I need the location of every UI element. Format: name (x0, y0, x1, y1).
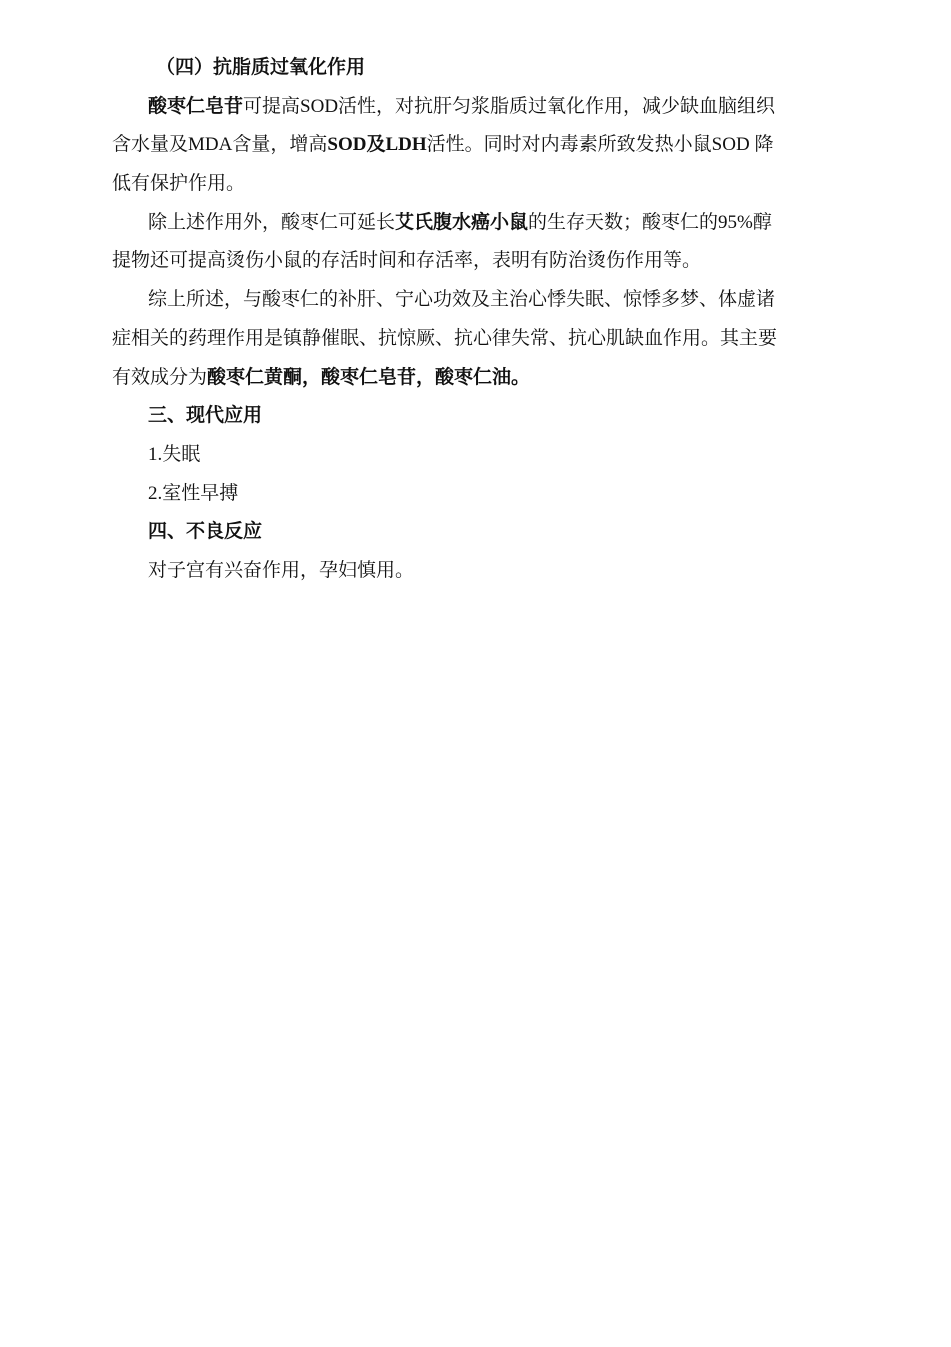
section-heading-antioxidation: （四）抗脂质过氧化作用 (156, 56, 366, 78)
text-segment: 活性，对抗肝匀浆脂质过氧化作用，减少缺血脑组织 (338, 94, 776, 117)
paragraph-2-line-1 (112, 203, 788, 242)
bold-term-ehrlich: 艾氏腹水癌小鼠 (395, 210, 529, 233)
latin-term: MDA (188, 134, 233, 156)
text-segment: 除上述作用外，酸枣仁可延长 (148, 210, 396, 233)
text-segment: 醇 (752, 210, 772, 233)
list-item-insomnia (112, 435, 788, 474)
paragraph-1-line-1 (112, 87, 788, 126)
section-heading-modern-use: 三、现代应用 (148, 404, 263, 427)
latin-term: SOD (711, 134, 755, 156)
list-item-text: 失眠 (162, 442, 201, 465)
list-number: 2. (148, 482, 163, 504)
text-segment: 降 (754, 133, 774, 156)
list-item-text: 室性早搏 (162, 481, 239, 504)
text-segment: 活性。同时对内毒素所致发热小鼠 (426, 133, 712, 156)
text-segment: 有效成分为 (112, 365, 208, 388)
paragraph-2-line-2: 提物还可提高烫伤小鼠的存活时间和存活率，表明有防治烫伤作用等。 (112, 249, 702, 272)
latin-term: SOD (300, 95, 339, 117)
paragraph-3-line-2: 症相关的药理作用是镇静催眠、抗惊厥、抗心律失常、抗心肌缺血作用。其主要 (112, 326, 778, 349)
bold-term-ldh: LDH (385, 134, 427, 156)
paragraph-1-line-2 (112, 125, 788, 164)
paragraph-1-line-3: 低有保护作用。 (112, 172, 246, 195)
text-segment: 含量，增高 (232, 133, 328, 156)
paragraph-3-line-3 (112, 358, 788, 397)
text-segment: 含水量及 (112, 133, 189, 156)
bold-term-saponin: 酸枣仁皂苷 (148, 94, 244, 117)
text-segment: 的生存天数；酸枣仁的 (528, 210, 719, 233)
bold-term-ingredients: 酸枣仁黄酮，酸枣仁皂苷，酸枣仁油。 (207, 365, 531, 388)
bold-term-and: 及 (366, 133, 386, 156)
latin-term: 95% (718, 211, 753, 233)
section-heading-adverse-reactions: 四、不良反应 (148, 520, 263, 543)
text-segment: 可提高 (243, 94, 301, 117)
list-number: 1. (148, 443, 163, 465)
paragraph-3-line-1: 综上所述，与酸枣仁的补肝、宁心功效及主治心悸失眠、惊悸多梦、体虚诸 (148, 288, 776, 311)
list-item-premature-beat (112, 474, 788, 513)
adverse-reaction-text: 对子宫有兴奋作用，孕妇慎用。 (148, 558, 415, 581)
document-content (112, 48, 788, 590)
bold-term-sod: SOD (327, 134, 367, 156)
